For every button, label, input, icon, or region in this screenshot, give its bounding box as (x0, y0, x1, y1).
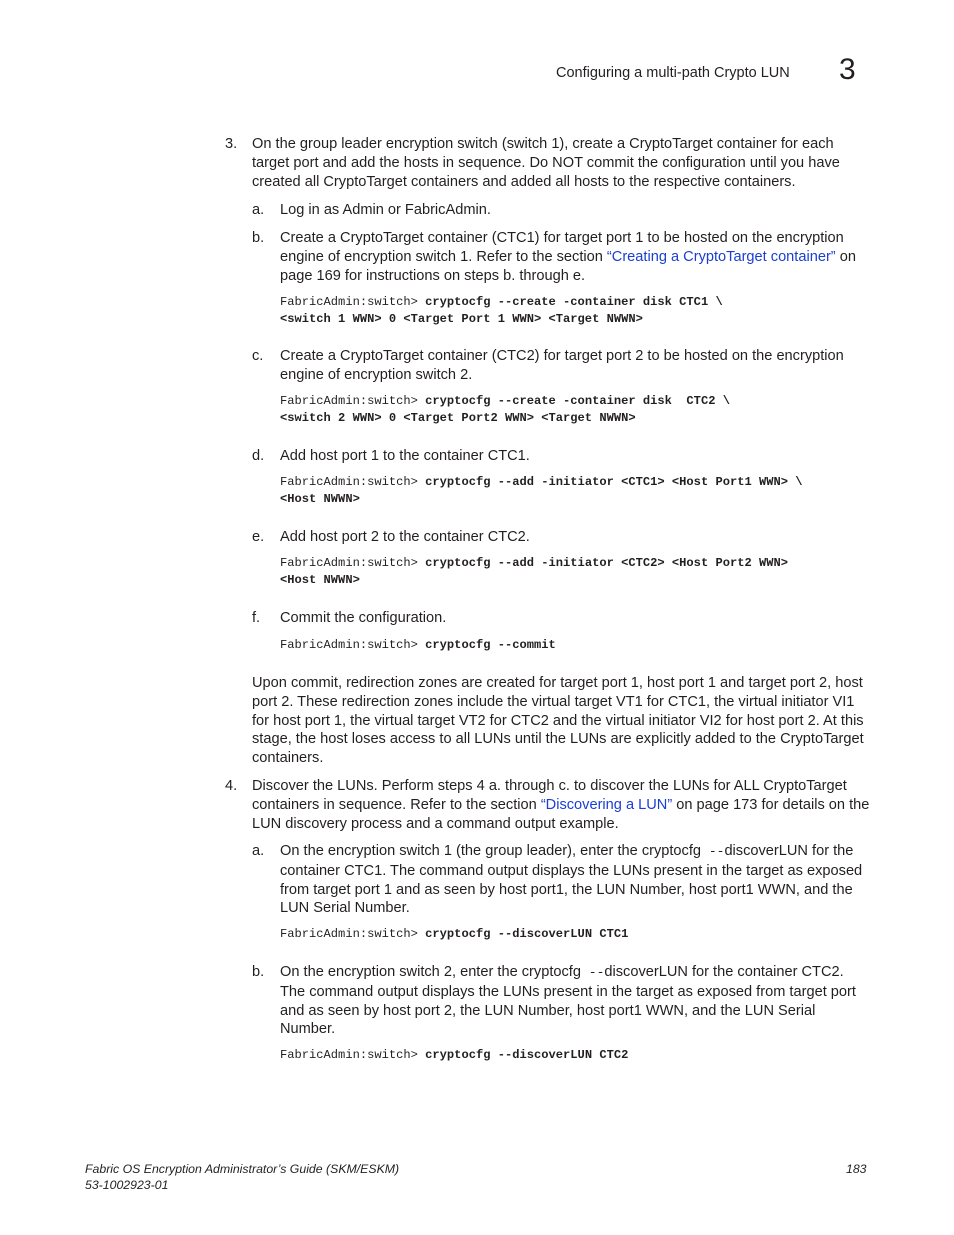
step-3a-letter: a. (252, 202, 265, 218)
code-block-create-ctc1: FabricAdmin:switch> cryptocfg --create -container disk CTC1 \ <switch 1 WWN> 0 <Target Port 1 WWN> <Target NWWN> (280, 295, 723, 326)
code-block-add-host2: FabricAdmin:switch> cryptocfg --add -initiator <CTC2> <Host Port2 WWN> <Host NWWN> (280, 556, 789, 587)
step-3c-letter: c. (252, 348, 264, 364)
step-3f-text: Commit the configuration. (280, 610, 447, 626)
step-3b-letter: b. (252, 230, 265, 246)
code-block-add-host1: FabricAdmin:switch> cryptocfg --add -initiator <CTC1> <Host Port1 WWN> \ <Host NWWN> (280, 475, 803, 506)
step-3-text: On the group leader encryption switch (switch 1), create a CryptoTarget container for each target port and add the hosts in sequence. Do NOT commit the configuration until you have created all CryptoTarget containers and added all hosts to the respective containers. (252, 136, 840, 190)
running-header-title: Configuring a multi-path Crypto LUN (556, 65, 790, 81)
code-block-commit: FabricAdmin:switch> cryptocfg --commit (280, 638, 556, 652)
step-3e-text: Add host port 2 to the container CTC2. (280, 529, 530, 545)
step-3f-letter: f. (252, 610, 261, 626)
code-block-create-ctc2: FabricAdmin:switch> cryptocfg --create -container disk CTC2 \ <switch 2 WWN> 0 <Target Port2 WWN> <Target NWWN> (280, 394, 730, 425)
command-option-discoverlun: discoverLUN (724, 843, 808, 859)
step-3d-text: Add host port 1 to the container CTC1. (280, 448, 530, 464)
footer-doc-number: 53-1002923-01 (85, 1178, 169, 1192)
creating-cryptotarget-container-link[interactable]: “Creating a CryptoTarget container” (606, 248, 836, 265)
discovering-a-lun-link[interactable]: “Discovering a LUN” (540, 796, 673, 813)
step-3c-text: Create a CryptoTarget container (CTC2) for target port 2 to be hosted on the encryption engine of encryption switch 2. (280, 348, 844, 383)
after-commit-paragraph: Upon commit, redirection zones are created for target port 1, host port 1 and target port 2, host port 2. These redirection zones include the virtual target VT1 for CTC1, the virtual initiator VI1 for host port 1, the virtual target VT2 for CTC2 and the virtual initiator VI2 for host port 2. At this stage, the host loses access to all LUNs until the LUNs are explicitly added to the CryptoTarget containers. (252, 675, 864, 767)
step-4a-text: On the encryption switch 1 (the group leader), enter the cryptocfg --discoverLUN for the container CTC1. The command output displays the LUNs present in the target as exposed from target port 1 and as seen by host port1, the LUN Number, host port1 WWN, and the LUN Serial Number. (280, 843, 863, 917)
command-option-discoverlun: discoverLUN (604, 964, 688, 980)
step-4b-letter: b. (252, 964, 265, 980)
code-block-discover-ctc2: FabricAdmin:switch> cryptocfg --discoverLUN CTC2 (280, 1048, 629, 1062)
step-3a-text: Log in as Admin or FabricAdmin. (280, 202, 491, 218)
step-4a-letter: a. (252, 843, 265, 859)
step-3d-letter: d. (252, 448, 265, 464)
command-cryptocfg: cryptocfg (641, 843, 702, 859)
step-4-text: Discover the LUNs. Perform steps 4 a. through c. to discover the LUNs for ALL CryptoTarget containers in sequence. Refer to the section “Discovering a LUN” on page 173 for details on the LUN discovery process and a command output example. (252, 778, 870, 832)
step-3e-letter: e. (252, 529, 265, 545)
step-3b-text: Create a CryptoTarget container (CTC1) for target port 1 to be hosted on the encryption engine of encryption switch 1. Refer to the section “Creating a CryptoTarget container” on page 169 for instructions on steps b. through e. (280, 230, 856, 284)
chapter-number: 3 (839, 53, 856, 86)
footer-page-number: 183 (846, 1162, 867, 1176)
step-4b-text: On the encryption switch 2, enter the cryptocfg --discoverLUN for the container CTC2. The command output displays the LUNs present in the target as exposed from target port and as seen by host port 2, the LUN Number, host port1 WWN, and the LUN Serial Number. (280, 964, 856, 1038)
command-cryptocfg: cryptocfg (521, 964, 581, 980)
code-block-discover-ctc1: FabricAdmin:switch> cryptocfg --discoverLUN CTC1 (280, 927, 629, 941)
footer-guide-title: Fabric OS Encryption Administrator’s Guide (SKM/ESKM) (85, 1162, 400, 1176)
step-3-number: 3. (225, 136, 238, 152)
step-4-number: 4. (225, 778, 238, 794)
